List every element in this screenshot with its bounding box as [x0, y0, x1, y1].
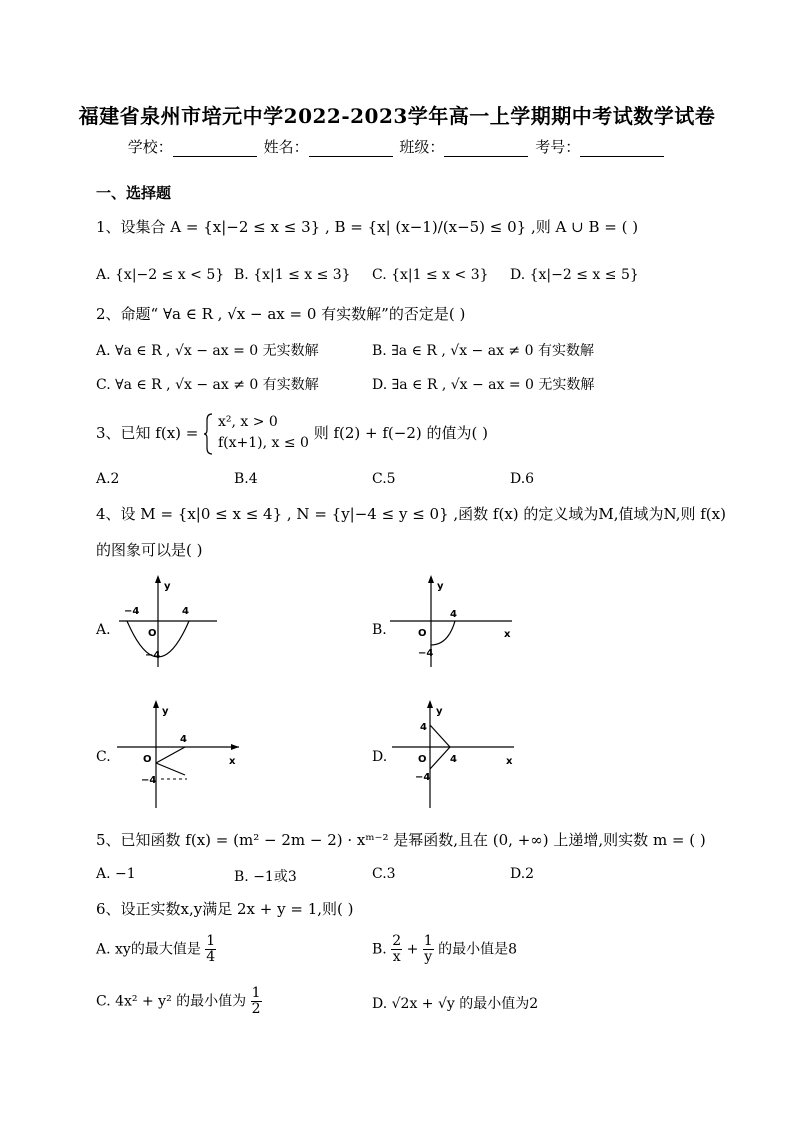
- q5-option-a: A. −1: [96, 866, 136, 882]
- question-3: [96, 412, 488, 456]
- fraction: $\frac{1}{y}$: [423, 933, 433, 965]
- brace-icon: [203, 412, 213, 456]
- q1-option-c: C. {x|1 ≤ x < 3}: [372, 267, 489, 283]
- q4-option-d-label: D.: [372, 749, 388, 765]
- tick-label-4-y: 4: [420, 722, 427, 733]
- class-blank: [444, 142, 528, 157]
- student-info-line: [0, 136, 794, 157]
- fraction: $\frac{1}{2}$: [251, 985, 261, 1017]
- tick-label-neg4-x: −4: [124, 606, 140, 617]
- q6-option-a: [96, 934, 216, 965]
- q1-option-b: B. {x|1 ≤ x ≤ 3}: [234, 267, 351, 283]
- question-2: 2、命题“ ∀a ∈ R , √x − ax = 0 有实数解”的否定是( ): [96, 305, 466, 323]
- axis-y-label: y: [162, 706, 169, 717]
- exam-no-blank: [580, 142, 664, 157]
- q3-option-b: B.4: [234, 471, 258, 487]
- axis-y-label: y: [436, 706, 443, 717]
- question-6: 6、设正实数x,y满足 2x + y = 1,则( ): [96, 900, 354, 918]
- q3-suffix: 则 f(2) + f(−2) 的值为( ): [313, 424, 488, 442]
- school-label: 学校：: [127, 138, 173, 156]
- q6-a-text: A. xy的最大值是: [96, 941, 201, 958]
- q2-option-a: A. ∀a ∈ R , √x − ax = 0 无实数解: [96, 343, 319, 359]
- tick-label-4-x: 4: [450, 609, 457, 620]
- q4-graph-c: [115, 700, 245, 810]
- q4-option-c-label: C.: [96, 749, 111, 765]
- q2-option-c: C. ∀a ∈ R , √x − ax ≠ 0 有实数解: [96, 377, 319, 393]
- page-title: 福建省泉州市培元中学2022-2023学年高一上学期期中考试数学试卷: [78, 104, 716, 128]
- question-1: 1、设集合 A = {x|−2 ≤ x ≤ 3} , B = {x| (x−1)/(x−5) ≤ 0} ,则 A ∪ B = ( ): [96, 218, 639, 236]
- exam-no-label: 考号：: [535, 138, 581, 156]
- q4-graph-a: [115, 575, 225, 670]
- school-blank: [173, 142, 257, 157]
- q6-option-b: B. $\frac{2}{x}$ + $\frac{1}{y}$ 的最小值是8: [372, 933, 518, 965]
- q5-option-b: B. −1或3: [234, 869, 297, 885]
- q3-cases: [218, 412, 309, 454]
- section-heading: 一、选择题: [96, 184, 172, 202]
- question-4-line-2: 的图象可以是( ): [96, 541, 203, 559]
- q3-prefix: 3、已知 f(x) =: [96, 424, 199, 442]
- q5-option-c: C.3: [372, 866, 396, 882]
- q2-option-d: D. ∃a ∈ R , √x − ax = 0 无实数解: [372, 377, 595, 393]
- tick-label-neg4-y: −4: [418, 648, 434, 659]
- origin-label: O: [418, 754, 427, 765]
- q3-option-d: D.6: [510, 471, 535, 487]
- axis-y-label: y: [164, 581, 171, 592]
- tick-label-4-x: 4: [182, 606, 189, 617]
- q3-option-a: A.2: [96, 471, 120, 487]
- question-4-line-1: 4、设 M = {x|0 ≤ x ≤ 4} , N = {y|−4 ≤ y ≤ 0} ,函数 f(x) 的定义域为M,值域为N,则 f(x): [96, 505, 726, 523]
- q6-option-d: D. √2x + √y 的最小值为2: [372, 996, 539, 1012]
- q1-option-a: A. {x|−2 ≤ x < 5}: [96, 267, 225, 283]
- tick-label-neg4-y: −4: [141, 775, 157, 786]
- q4-option-b-label: B.: [372, 622, 387, 638]
- q4-option-a-label: A.: [96, 622, 111, 638]
- fraction: $\frac{1}{4}$: [206, 933, 216, 965]
- tick-label-neg4-y: −4: [415, 772, 431, 783]
- axis-x-label: x: [506, 756, 513, 767]
- q1-option-d: D. {x|−2 ≤ x ≤ 5}: [510, 267, 639, 283]
- origin-label: O: [148, 628, 157, 639]
- tick-label-4-x: 4: [450, 754, 457, 765]
- axis-y-label: y: [437, 581, 444, 592]
- q4-graph-d: [390, 700, 520, 810]
- axis-x-label: x: [504, 629, 511, 640]
- tick-label-neg4-y: −4: [145, 650, 161, 661]
- q6-option-c: C. 4x² + y² 的最小值为 $\frac{1}{2}$: [96, 985, 261, 1017]
- name-blank: [309, 142, 393, 157]
- q3-case-1: x², x > 0: [217, 414, 278, 430]
- q2-option-b: B. ∃a ∈ R , √x − ax ≠ 0 有实数解: [372, 343, 594, 359]
- name-label: 姓名：: [263, 138, 309, 156]
- q3-case-2: f(x+1), x ≤ 0: [217, 435, 309, 451]
- origin-label: O: [418, 628, 427, 639]
- question-5: 5、已知函数 f(x) = (m² − 2m − 2) · xᵐ⁻² 是幂函数,且在 (0, +∞) 上递增,则实数 m = ( ): [96, 831, 706, 849]
- fraction: $\frac{2}{x}$: [392, 933, 402, 965]
- tick-label-4-x: 4: [180, 734, 187, 745]
- axis-x-label: x: [229, 756, 236, 767]
- q5-option-d: D.2: [510, 866, 535, 882]
- origin-label: O: [143, 754, 152, 765]
- q3-option-c: C.5: [372, 471, 396, 487]
- class-label: 班级：: [399, 138, 445, 156]
- q4-graph-b: [388, 575, 518, 670]
